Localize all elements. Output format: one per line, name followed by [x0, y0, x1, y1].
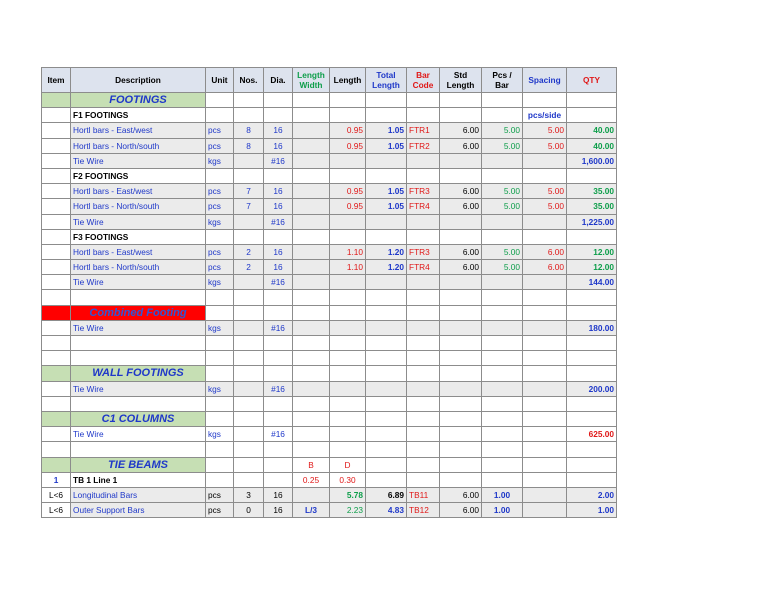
section-row-wall [42, 366, 617, 381]
table-row: L<6 Longitudinal Bars pcs 3 16 5.78 6.89 TB11 6.00 1.00 2.00 [42, 487, 617, 502]
table-row: Hortl bars - East/west pcs 2 16 1.10 1.20 FTR3 6.00 5.00 6.00 12.00 [42, 244, 617, 259]
table-row: Tie Wire kgs #16 1,225.00 [42, 214, 617, 229]
table-row: Hortl bars - North/south pcs 7 16 0.95 1.05 FTR4 6.00 5.00 5.00 35.00 [42, 199, 617, 214]
blank-row [42, 351, 617, 366]
section-title-footings: FOOTINGS [71, 93, 206, 108]
table-row: Tie Wire kgs #16 1,600.00 [42, 153, 617, 168]
table-row: Hortl bars - North/south pcs 8 16 0.95 1.05 FTR2 6.00 5.00 5.00 40.00 [42, 138, 617, 153]
group-title-f3: F3 FOOTINGS [71, 229, 206, 244]
table-row: Hortl bars - East/west pcs 8 16 0.95 1.05 FTR1 6.00 5.00 5.00 40.00 [42, 123, 617, 138]
rebar-schedule-table [41, 67, 617, 518]
blank-row [42, 336, 617, 351]
beam-value-b: 0.25 [293, 472, 330, 487]
section-title-wall: WALL FOOTINGS [71, 366, 206, 381]
section-title-combined: Combined Footing [71, 305, 206, 320]
section-row-tie-beams [42, 457, 617, 472]
blank-row [42, 290, 617, 305]
table-row: Hortl bars - North/south pcs 2 16 1.10 1.20 FTR4 6.00 5.00 6.00 12.00 [42, 260, 617, 275]
header-pcs-bar: Pcs / Bar [482, 68, 523, 93]
section-row-footings [42, 93, 617, 108]
group-title-f2: F2 FOOTINGS [71, 168, 206, 183]
header-item: Item [42, 68, 71, 93]
header-bar-code: Bar Code [407, 68, 440, 93]
section-title-columns: C1 COLUMNS [71, 411, 206, 426]
table-row: Tie Wire kgs #16 625.00 [42, 427, 617, 442]
beam-label-d: D [330, 457, 366, 472]
group-row-f3 [42, 229, 617, 244]
table-row: Tie Wire kgs #16 200.00 [42, 381, 617, 396]
table-row: L<6 Outer Support Bars pcs 0 16 L/3 2.23 4.83 TB12 6.00 1.00 1.00 [42, 503, 617, 518]
beam-value-d: 0.30 [330, 472, 366, 487]
blank-row [42, 396, 617, 411]
table-row: Tie Wire kgs #16 144.00 [42, 275, 617, 290]
header-spacing: Spacing [523, 68, 567, 93]
beam-label-b: B [293, 457, 330, 472]
header-total-length: Total Length [366, 68, 407, 93]
header-std-length: Std Length [440, 68, 482, 93]
section-title-tie-beams: TIE BEAMS [71, 457, 206, 472]
header-nos: Nos. [234, 68, 264, 93]
group-row-f1 [42, 108, 617, 123]
header-length-width: Length Width [293, 68, 330, 93]
blank-row [42, 442, 617, 457]
header-unit: Unit [206, 68, 234, 93]
table-row: Tie Wire kgs #16 180.00 [42, 320, 617, 335]
group-row-f2 [42, 168, 617, 183]
header-length: Length [330, 68, 366, 93]
header-description: Description [71, 68, 206, 93]
section-row-combined [42, 305, 617, 320]
header-row [42, 68, 617, 93]
table-row: Hortl bars - East/west pcs 7 16 0.95 1.05 FTR3 6.00 5.00 5.00 35.00 [42, 184, 617, 199]
header-dia: Dia. [264, 68, 293, 93]
tie-beam-line-row: 1 TB 1 Line 1 0.25 0.30 [42, 472, 617, 487]
group-title-f1: F1 FOOTINGS [71, 108, 206, 123]
spacing-unit-label: pcs/side [523, 108, 567, 123]
header-qty: QTY [567, 68, 617, 93]
section-row-columns [42, 411, 617, 426]
